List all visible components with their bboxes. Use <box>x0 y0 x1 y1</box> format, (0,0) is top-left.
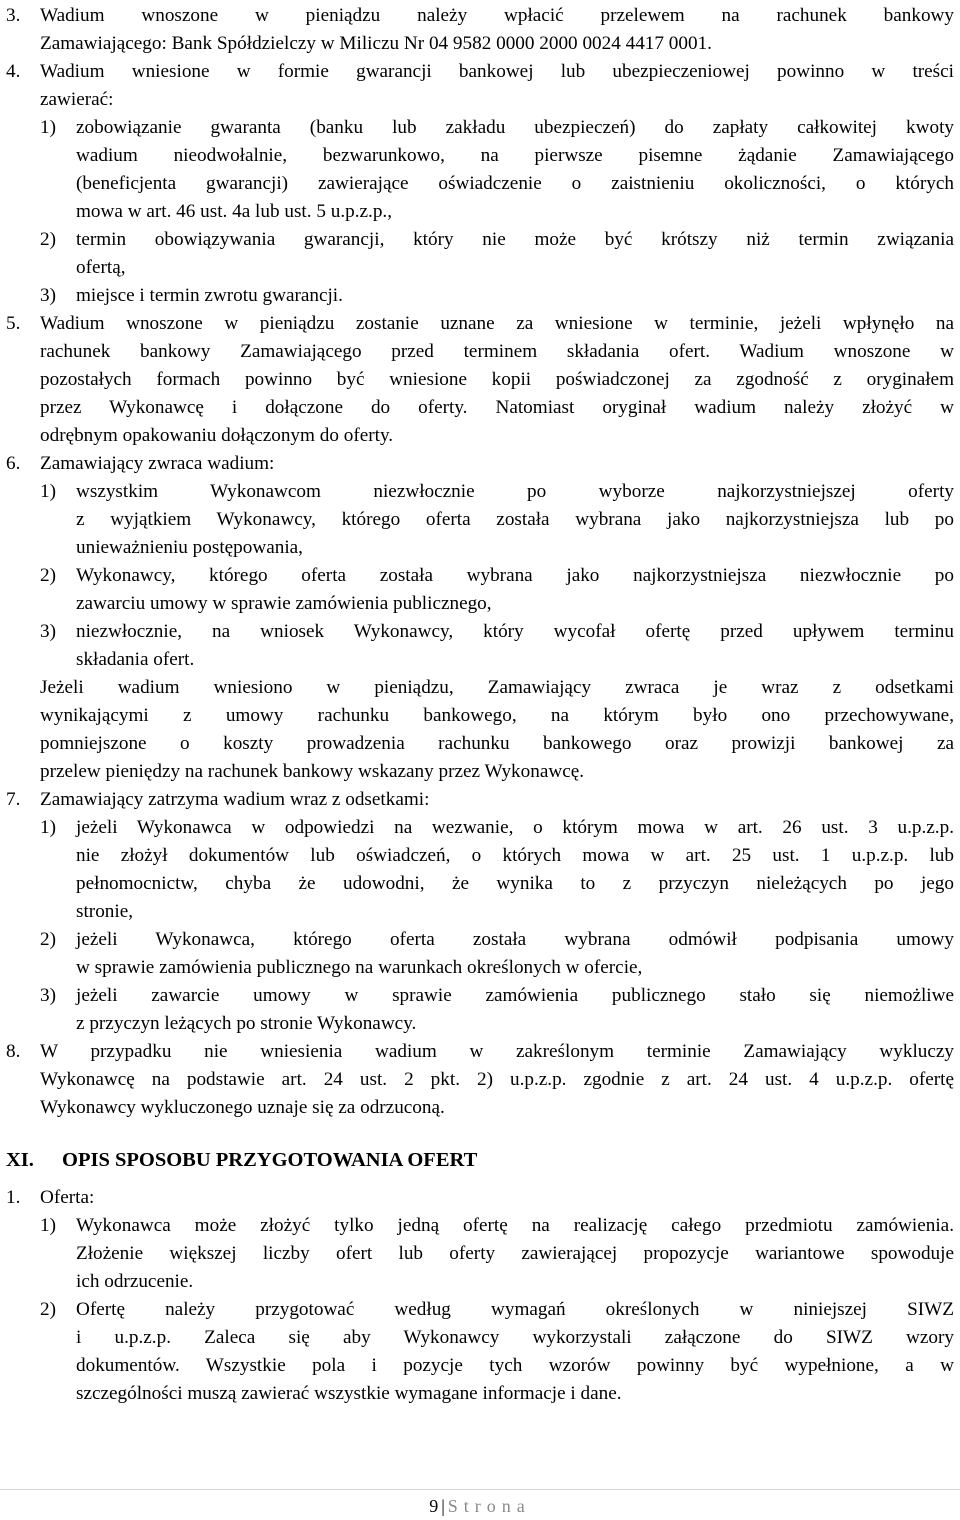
page-number: 9 <box>429 1496 439 1516</box>
line-text: z wyjątkiem Wykonawcy, którego oferta została wybrana jako najkorzystniejsza lub po <box>76 509 954 530</box>
text-line <box>0 366 960 394</box>
item-number: 7. <box>6 789 21 810</box>
text-line <box>0 758 960 786</box>
text-line <box>0 1352 960 1380</box>
text-line <box>0 1184 960 1212</box>
text-line <box>0 86 960 114</box>
footer-page-word: Strona <box>447 1496 531 1516</box>
line-text: jeżeli zawarcie umowy w sprawie zamówienia publicznego stało się niemożliwe <box>76 985 954 1006</box>
text-line <box>0 926 960 954</box>
line-text: wadium nieodwołalnie, bezwarunkowo, na pierwsze pisemne żądanie Zamawiającego <box>76 145 954 166</box>
item-number: 2) <box>40 229 56 250</box>
footer-separator: | <box>441 1496 445 1516</box>
section-number: XI. <box>6 1149 34 1171</box>
line-text: nie złożył dokumentów lub oświadczeń, o których mowa w art. 25 ust. 1 u.p.z.p. lub <box>76 845 954 866</box>
text-line <box>0 730 960 758</box>
line-text: Jeżeli wadium wniesiono w pieniądzu, Zamawiający zwraca je wraz z odsetkami <box>40 677 954 698</box>
text-line <box>0 226 960 254</box>
line-text: mowa w art. 46 ust. 4a lub ust. 5 u.p.z.p., <box>76 201 393 222</box>
text-line <box>0 114 960 142</box>
line-text: ofertą, <box>76 257 126 278</box>
text-line <box>0 1296 960 1324</box>
text-line <box>0 2 960 30</box>
text-line <box>0 1240 960 1268</box>
item-number: 1) <box>40 481 56 502</box>
item-number: 2) <box>40 929 56 950</box>
text-line <box>0 646 960 674</box>
item-number: 8. <box>6 1041 21 1062</box>
line-text: odrębnym opakowaniu dołączonym do oferty. <box>40 425 394 446</box>
item-number: 6. <box>6 453 21 474</box>
text-line <box>0 702 960 730</box>
text-line <box>0 954 960 982</box>
line-text: rachunek bankowy Zamawiającego przed terminem składania ofert. Wadium wnoszone w <box>40 341 954 362</box>
item-number: 5. <box>6 313 21 334</box>
line-text: pełnomocnictw, chyba że udowodni, że wynika to z przyczyn nieleżących po jego <box>76 873 954 894</box>
line-text: jeżeli Wykonawca, którego oferta została wybrana odmówił podpisania umowy <box>76 929 954 950</box>
line-text: Zamawiający zwraca wadium: <box>40 453 275 474</box>
line-text: termin obowiązywania gwarancji, który nie może być krótszy niż termin związania <box>76 229 954 250</box>
text-line <box>0 394 960 422</box>
item-number: 3) <box>40 285 56 306</box>
text-line <box>0 562 960 590</box>
line-text: w sprawie zamówienia publicznego na warunkach określonych w ofercie, <box>76 957 643 978</box>
item-number: 3) <box>40 621 56 642</box>
line-text: niezwłocznie, na wniosek Wykonawcy, który wycofał ofertę przed upływem terminu <box>76 621 954 642</box>
text-line <box>0 198 960 226</box>
text-line <box>0 1268 960 1296</box>
line-text: Wykonawcy wykluczonego uznaje się za odrzuconą. <box>40 1097 445 1118</box>
section-title: OPIS SPOSOBU PRZYGOTOWANIA OFERT <box>62 1149 478 1171</box>
text-line <box>0 898 960 926</box>
line-text: ich odrzucenie. <box>76 1271 194 1292</box>
line-text: Złożenie większej liczby ofert lub oferty zawierającej propozycje wariantowe spowoduje <box>76 1243 954 1264</box>
line-text: Wykonawcy, którego oferta została wybrana jako najkorzystniejsza niezwłocznie po <box>76 565 954 586</box>
text-line <box>0 254 960 282</box>
line-text: miejsce i termin zwrotu gwarancji. <box>76 285 343 306</box>
line-text: Wykonawca może złożyć tylko jedną ofertę na realizację całego przedmiotu zamówienia. <box>76 1215 954 1236</box>
text-line <box>0 786 960 814</box>
item-number: 1) <box>40 117 56 138</box>
line-text: i u.p.z.p. Zaleca się aby Wykonawcy wykorzystali załączone do SIWZ wzory <box>76 1327 954 1348</box>
text-line <box>0 506 960 534</box>
text-line <box>0 842 960 870</box>
text-line <box>0 982 960 1010</box>
line-text: jeżeli Wykonawca w odpowiedzi na wezwanie, o którym mowa w art. 26 ust. 3 u.p.z.p. <box>76 817 954 838</box>
text-line <box>0 1380 960 1408</box>
text-line <box>0 282 960 310</box>
line-text: zobowiązanie gwaranta (banku lub zakładu ubezpieczeń) do zapłaty całkowitej kwoty <box>76 117 954 138</box>
text-line <box>0 450 960 478</box>
line-text: Zamawiającego: Bank Spółdzielczy w Miliczu Nr 04 9582 0000 2000 0024 4417 0001. <box>40 33 712 54</box>
line-text: Wykonawcę na podstawie art. 24 ust. 2 pkt. 2) u.p.z.p. zgodnie z art. 24 ust. 4 u.p.z.p. ofertę <box>40 1069 954 1090</box>
line-text: wynikającymi z umowy rachunku bankowego, na którym było ono przechowywane, <box>40 705 954 726</box>
text-line <box>0 1038 960 1066</box>
line-text: unieważnieniu postępowania, <box>76 537 303 558</box>
line-text: wszystkim Wykonawcom niezwłocznie po wyborze najkorzystniejszej oferty <box>76 481 954 502</box>
item-number: 1) <box>40 1215 56 1236</box>
section-heading <box>0 1146 960 1174</box>
line-text: W przypadku nie wniesienia wadium w zakreślonym terminie Zamawiający wykluczy <box>40 1041 954 1062</box>
footer-divider <box>0 1489 960 1490</box>
text-line <box>0 1212 960 1240</box>
text-line <box>0 170 960 198</box>
text-line <box>0 1094 960 1122</box>
text-line <box>0 870 960 898</box>
item-number: 3. <box>6 5 21 26</box>
line-text: szczególności muszą zawierać wszystkie wymagane informacje i dane. <box>76 1383 622 1404</box>
text-line <box>0 590 960 618</box>
line-text: składania ofert. <box>76 649 195 670</box>
text-line <box>0 310 960 338</box>
item-number: 4. <box>6 61 21 82</box>
line-text: Wadium wnoszone w pieniądzu należy wpłacić przelewem na rachunek bankowy <box>40 5 954 26</box>
line-text: Zamawiający zatrzyma wadium wraz z odsetkami: <box>40 789 430 810</box>
text-line <box>0 30 960 58</box>
line-text: pozostałych formach powinno być wniesione kopii poświadczonej za zgodność z oryginałem <box>40 369 954 390</box>
text-line <box>0 338 960 366</box>
text-line <box>0 814 960 842</box>
line-text: przelew pieniędzy na rachunek bankowy wskazany przez Wykonawcę. <box>40 761 585 782</box>
line-text: Wadium wniesione w formie gwarancji bankowej lub ubezpieczeniowej powinno w treści <box>40 61 954 82</box>
line-text: Wadium wnoszone w pieniądzu zostanie uznane za wniesione w terminie, jeżeli wpłynęło na <box>40 313 954 334</box>
text-line <box>0 478 960 506</box>
text-line <box>0 1324 960 1352</box>
text-line <box>0 58 960 86</box>
item-number: 1. <box>6 1187 21 1208</box>
item-number: 1) <box>40 817 56 838</box>
text-line <box>0 142 960 170</box>
line-text: zawierać: <box>40 89 114 110</box>
line-text: dokumentów. Wszystkie pola i pozycje tych wzorów powinny być wypełnione, a w <box>76 1355 954 1376</box>
line-text: pomniejszone o koszty prowadzenia rachunku bankowego oraz prowizji bankowej za <box>40 733 954 754</box>
line-text: przez Wykonawcę i dołączone do oferty. Natomiast oryginał wadium należy złożyć w <box>40 397 954 418</box>
line-text: (beneficjenta gwarancji) zawierające oświadczenie o zaistnieniu okoliczności, o których <box>76 173 954 194</box>
text-line <box>0 618 960 646</box>
text-line <box>0 674 960 702</box>
line-text: stronie, <box>76 901 134 922</box>
line-text: zawarciu umowy w sprawie zamówienia publicznego, <box>76 593 492 614</box>
text-line <box>0 1066 960 1094</box>
line-text: Oferta: <box>40 1187 95 1208</box>
item-number: 2) <box>40 565 56 586</box>
item-number: 3) <box>40 985 56 1006</box>
item-number: 2) <box>40 1299 56 1320</box>
line-text: Ofertę należy przygotować według wymagań określonych w niniejszej SIWZ <box>76 1299 954 1320</box>
line-text: z przyczyn leżących po stronie Wykonawcy. <box>76 1013 417 1034</box>
page-footer <box>0 1492 960 1520</box>
text-line <box>0 1010 960 1038</box>
text-line <box>0 422 960 450</box>
text-line <box>0 534 960 562</box>
